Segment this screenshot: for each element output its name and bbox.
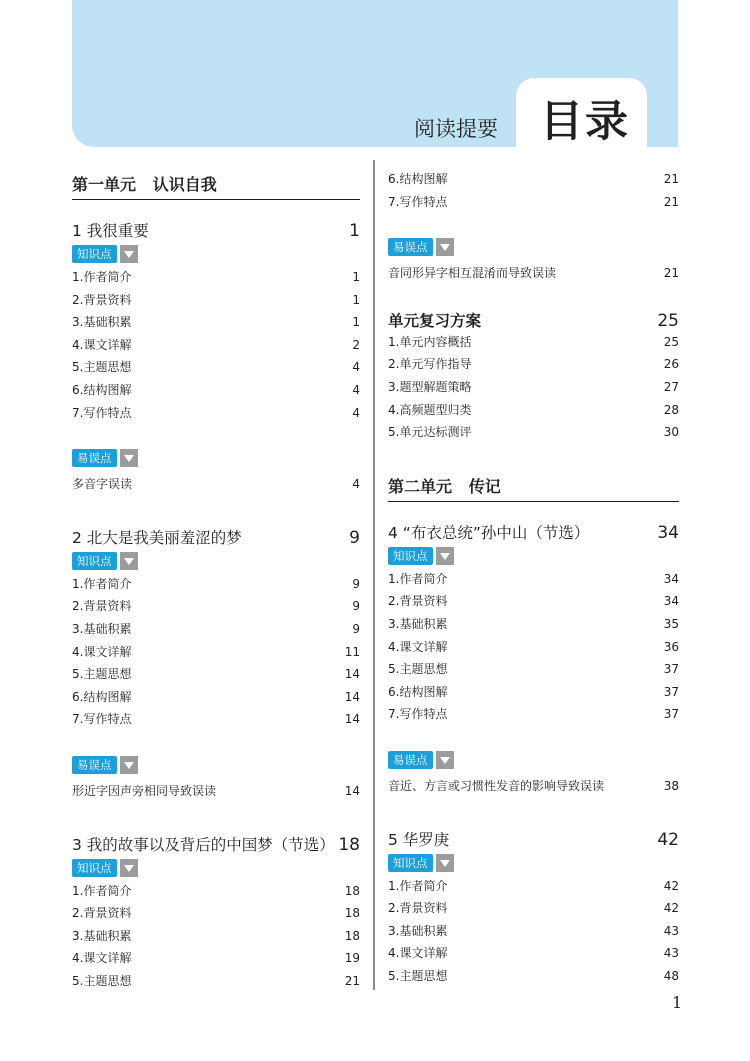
toc-entry[interactable] [72,266,360,289]
entry-label: 6.结构图解 [72,382,132,397]
entry-page: 25 [663,334,679,349]
entry-label: 5.主题思想 [72,360,132,375]
triangle-down-icon [120,449,138,467]
toc-entry[interactable] [388,376,679,399]
entry-page: 21 [663,266,679,281]
entry-label: 6.结构图解 [72,689,132,704]
toc-entry[interactable] [388,262,679,285]
column-divider [373,160,375,990]
entry-page: 14 [344,667,360,682]
error-tag [72,449,360,467]
toc-entry[interactable] [72,402,360,425]
toc-entry[interactable] [388,681,679,704]
entry-page: 1 [352,292,360,307]
toc-entry[interactable] [72,311,360,334]
entry-page: 19 [344,951,360,966]
entry-label: 2.单元写作指导 [388,357,472,372]
toc-entry[interactable] [388,421,679,444]
entry-label: 5.单元达标测评 [388,425,472,440]
toc-entry[interactable] [72,686,360,709]
entry-page: 4 [352,382,360,397]
toc-entry[interactable] [72,379,360,402]
toc-entry[interactable] [72,641,360,664]
entry-label: 5.主题思想 [388,662,448,677]
entry-label: 7.写作特点 [388,707,448,722]
toc-entry[interactable] [72,970,360,993]
tag-label: 知识点 [388,854,433,872]
entry-label: 3.题型解题策略 [388,379,472,394]
header-subtitle: 阅读提要 [414,117,498,141]
knowledge-tag [388,547,679,565]
entry-label: 4.课文详解 [72,337,132,352]
tag-label: 易误点 [72,756,117,774]
toc-left-column [72,160,360,992]
entry-label: 7.写作特点 [72,712,132,727]
lesson-heading[interactable] [72,219,360,241]
toc-entry[interactable] [72,473,360,496]
entry-page: 14 [344,712,360,727]
entry-page: 34 [663,594,679,609]
review-title: 单元复习方案 [388,311,482,330]
entry-label: 7.写作特点 [388,194,448,209]
entry-page: 21 [344,973,360,988]
tag-label: 知识点 [388,547,433,565]
toc-entry[interactable] [72,595,360,618]
entry-page: 26 [663,357,679,372]
page-number: 1 [672,993,683,1012]
entry-page: 36 [663,639,679,654]
toc-entry[interactable] [388,399,679,422]
tag-label: 知识点 [72,245,117,263]
toc-entry[interactable] [388,965,679,988]
entry-page: 37 [663,662,679,677]
entry-label: 4.课文详解 [388,639,448,654]
entry-label: 2.背景资料 [388,594,448,609]
triangle-down-icon [436,547,454,565]
error-tag [388,238,679,256]
lesson-page: 18 [338,834,360,855]
tag-label: 易误点 [388,751,433,769]
entry-label: 形近字因声旁相同导致误读 [72,783,217,798]
toc-entry[interactable] [72,780,360,803]
toc-right-column [388,160,679,987]
lesson-heading[interactable] [72,833,360,855]
toc-entry[interactable] [388,658,679,681]
entry-page: 27 [663,379,679,394]
lesson-page: 42 [657,829,679,850]
entry-label: 3.基础积累 [388,923,448,938]
entry-label: 7.写作特点 [72,405,132,420]
entry-page: 42 [663,901,679,916]
toc-entry[interactable] [72,880,360,903]
toc-entry[interactable] [72,334,360,357]
knowledge-tag [72,245,360,263]
review-page: 25 [657,310,679,331]
entry-page: 1 [352,315,360,330]
entry-page: 34 [663,571,679,586]
entry-page: 21 [663,194,679,209]
triangle-down-icon [120,552,138,570]
entry-page: 18 [344,906,360,921]
entry-page: 14 [344,783,360,798]
entry-label: 6.结构图解 [388,684,448,699]
lesson-heading[interactable] [72,526,360,548]
toc-entry[interactable] [388,942,679,965]
entry-page: 4 [352,360,360,375]
entry-page: 4 [352,405,360,420]
triangle-down-icon [120,859,138,877]
triangle-down-icon [120,245,138,263]
entry-label: 1.作者简介 [388,571,448,586]
toc-entry[interactable] [388,613,679,636]
entry-page: 37 [663,707,679,722]
tag-label: 易误点 [72,449,117,467]
entry-label: 1.作者简介 [72,883,132,898]
entry-page: 1 [352,270,360,284]
triangle-down-icon [120,756,138,774]
entry-label: 2.背景资料 [72,906,132,921]
lesson-heading[interactable] [388,828,679,850]
tag-label: 知识点 [72,859,117,877]
toc-entry[interactable] [72,573,360,596]
toc-entry[interactable] [72,356,360,379]
entry-page: 2 [352,337,360,352]
lesson-heading[interactable] [388,521,679,543]
entry-label: 4.高频题型归类 [388,402,472,417]
toc-entry[interactable] [388,353,679,376]
error-tag [72,756,360,774]
entry-page: 21 [663,172,679,186]
toc-entry[interactable] [388,568,679,591]
entry-label: 多音字误读 [72,477,133,492]
entry-label: 4.课文详解 [72,644,132,659]
entry-label: 4.课文详解 [388,946,448,961]
entry-label: 6.结构图解 [388,172,448,186]
toc-entry[interactable] [72,708,360,731]
entry-label: 3.基础积累 [72,621,132,636]
toc-entry[interactable] [72,289,360,312]
triangle-down-icon [436,238,454,256]
lesson-page: 34 [657,522,679,543]
page-title: 目录 [540,97,630,147]
entry-page: 30 [663,425,679,440]
toc-entry[interactable] [72,902,360,925]
entry-label: 2.背景资料 [72,599,132,614]
entry-label: 音近、方言或习惯性发音的影响导致误读 [388,778,605,793]
entry-page: 9 [352,576,360,591]
lesson-title: 3 我的故事以及背后的中国梦（节选） [72,835,335,854]
entry-label: 1.作者简介 [72,576,132,591]
entry-page: 4 [352,477,360,492]
entry-label: 1.作者简介 [388,878,448,893]
toc-entry[interactable] [388,775,679,798]
error-tag [388,751,679,769]
toc-entry[interactable] [72,947,360,970]
entry-page: 11 [344,644,360,659]
entry-label: 5.主题思想 [388,968,448,983]
entry-label: 3.基础积累 [72,928,132,943]
entry-page: 18 [344,883,360,898]
entry-label: 音同形异字相互混淆而导致误读 [388,266,557,281]
knowledge-tag [72,859,360,877]
entry-page: 9 [352,621,360,636]
review-heading[interactable] [388,309,679,331]
entry-label: 2.背景资料 [388,901,448,916]
entry-label: 3.基础积累 [72,315,132,330]
lesson-title: 2 北大是我美丽羞涩的梦 [72,528,242,547]
lesson-title: 5 华罗庚 [388,830,450,849]
entry-label: 1.单元内容概括 [388,334,472,349]
knowledge-tag [72,552,360,570]
entry-label: 4.课文详解 [72,951,132,966]
entry-page: 38 [663,778,679,793]
entry-page: 14 [344,689,360,704]
entry-label: 1.作者简介 [72,270,132,284]
toc-entry[interactable] [388,703,679,726]
toc-entry[interactable] [388,191,679,214]
entry-page: 43 [663,946,679,961]
entry-page: 18 [344,928,360,943]
entry-page: 37 [663,684,679,699]
lesson-title: 4 “布衣总统”孙中山（节选） [388,523,590,542]
entry-page: 28 [663,402,679,417]
entry-page: 42 [663,878,679,893]
entry-label: 2.背景资料 [72,292,132,307]
entry-page: 48 [663,968,679,983]
entry-label: 3.基础积累 [388,616,448,631]
toc-entry[interactable] [388,897,679,920]
toc-entry[interactable] [388,920,679,943]
entry-label: 5.主题思想 [72,973,132,988]
toc-entry[interactable] [72,618,360,641]
lesson-title: 1 我很重要 [72,222,149,240]
toc-entry[interactable] [388,636,679,659]
toc-entry[interactable] [388,331,679,354]
triangle-down-icon [436,854,454,872]
entry-label: 5.主题思想 [72,667,132,682]
entry-page: 35 [663,616,679,631]
unit-heading: 第一单元 认识自我 [72,160,360,200]
entry-page: 9 [352,599,360,614]
toc-entry[interactable] [388,168,679,191]
knowledge-tag [388,854,679,872]
entry-page: 43 [663,923,679,938]
lesson-page: 1 [349,221,360,241]
tag-label: 知识点 [72,552,117,570]
unit-heading: 第二单元 传记 [388,462,679,502]
toc-entry[interactable] [72,925,360,948]
lesson-page: 9 [349,527,360,548]
toc-entry[interactable] [388,875,679,898]
tag-label: 易误点 [388,238,433,256]
toc-entry[interactable] [72,663,360,686]
toc-entry[interactable] [388,590,679,613]
triangle-down-icon [436,751,454,769]
